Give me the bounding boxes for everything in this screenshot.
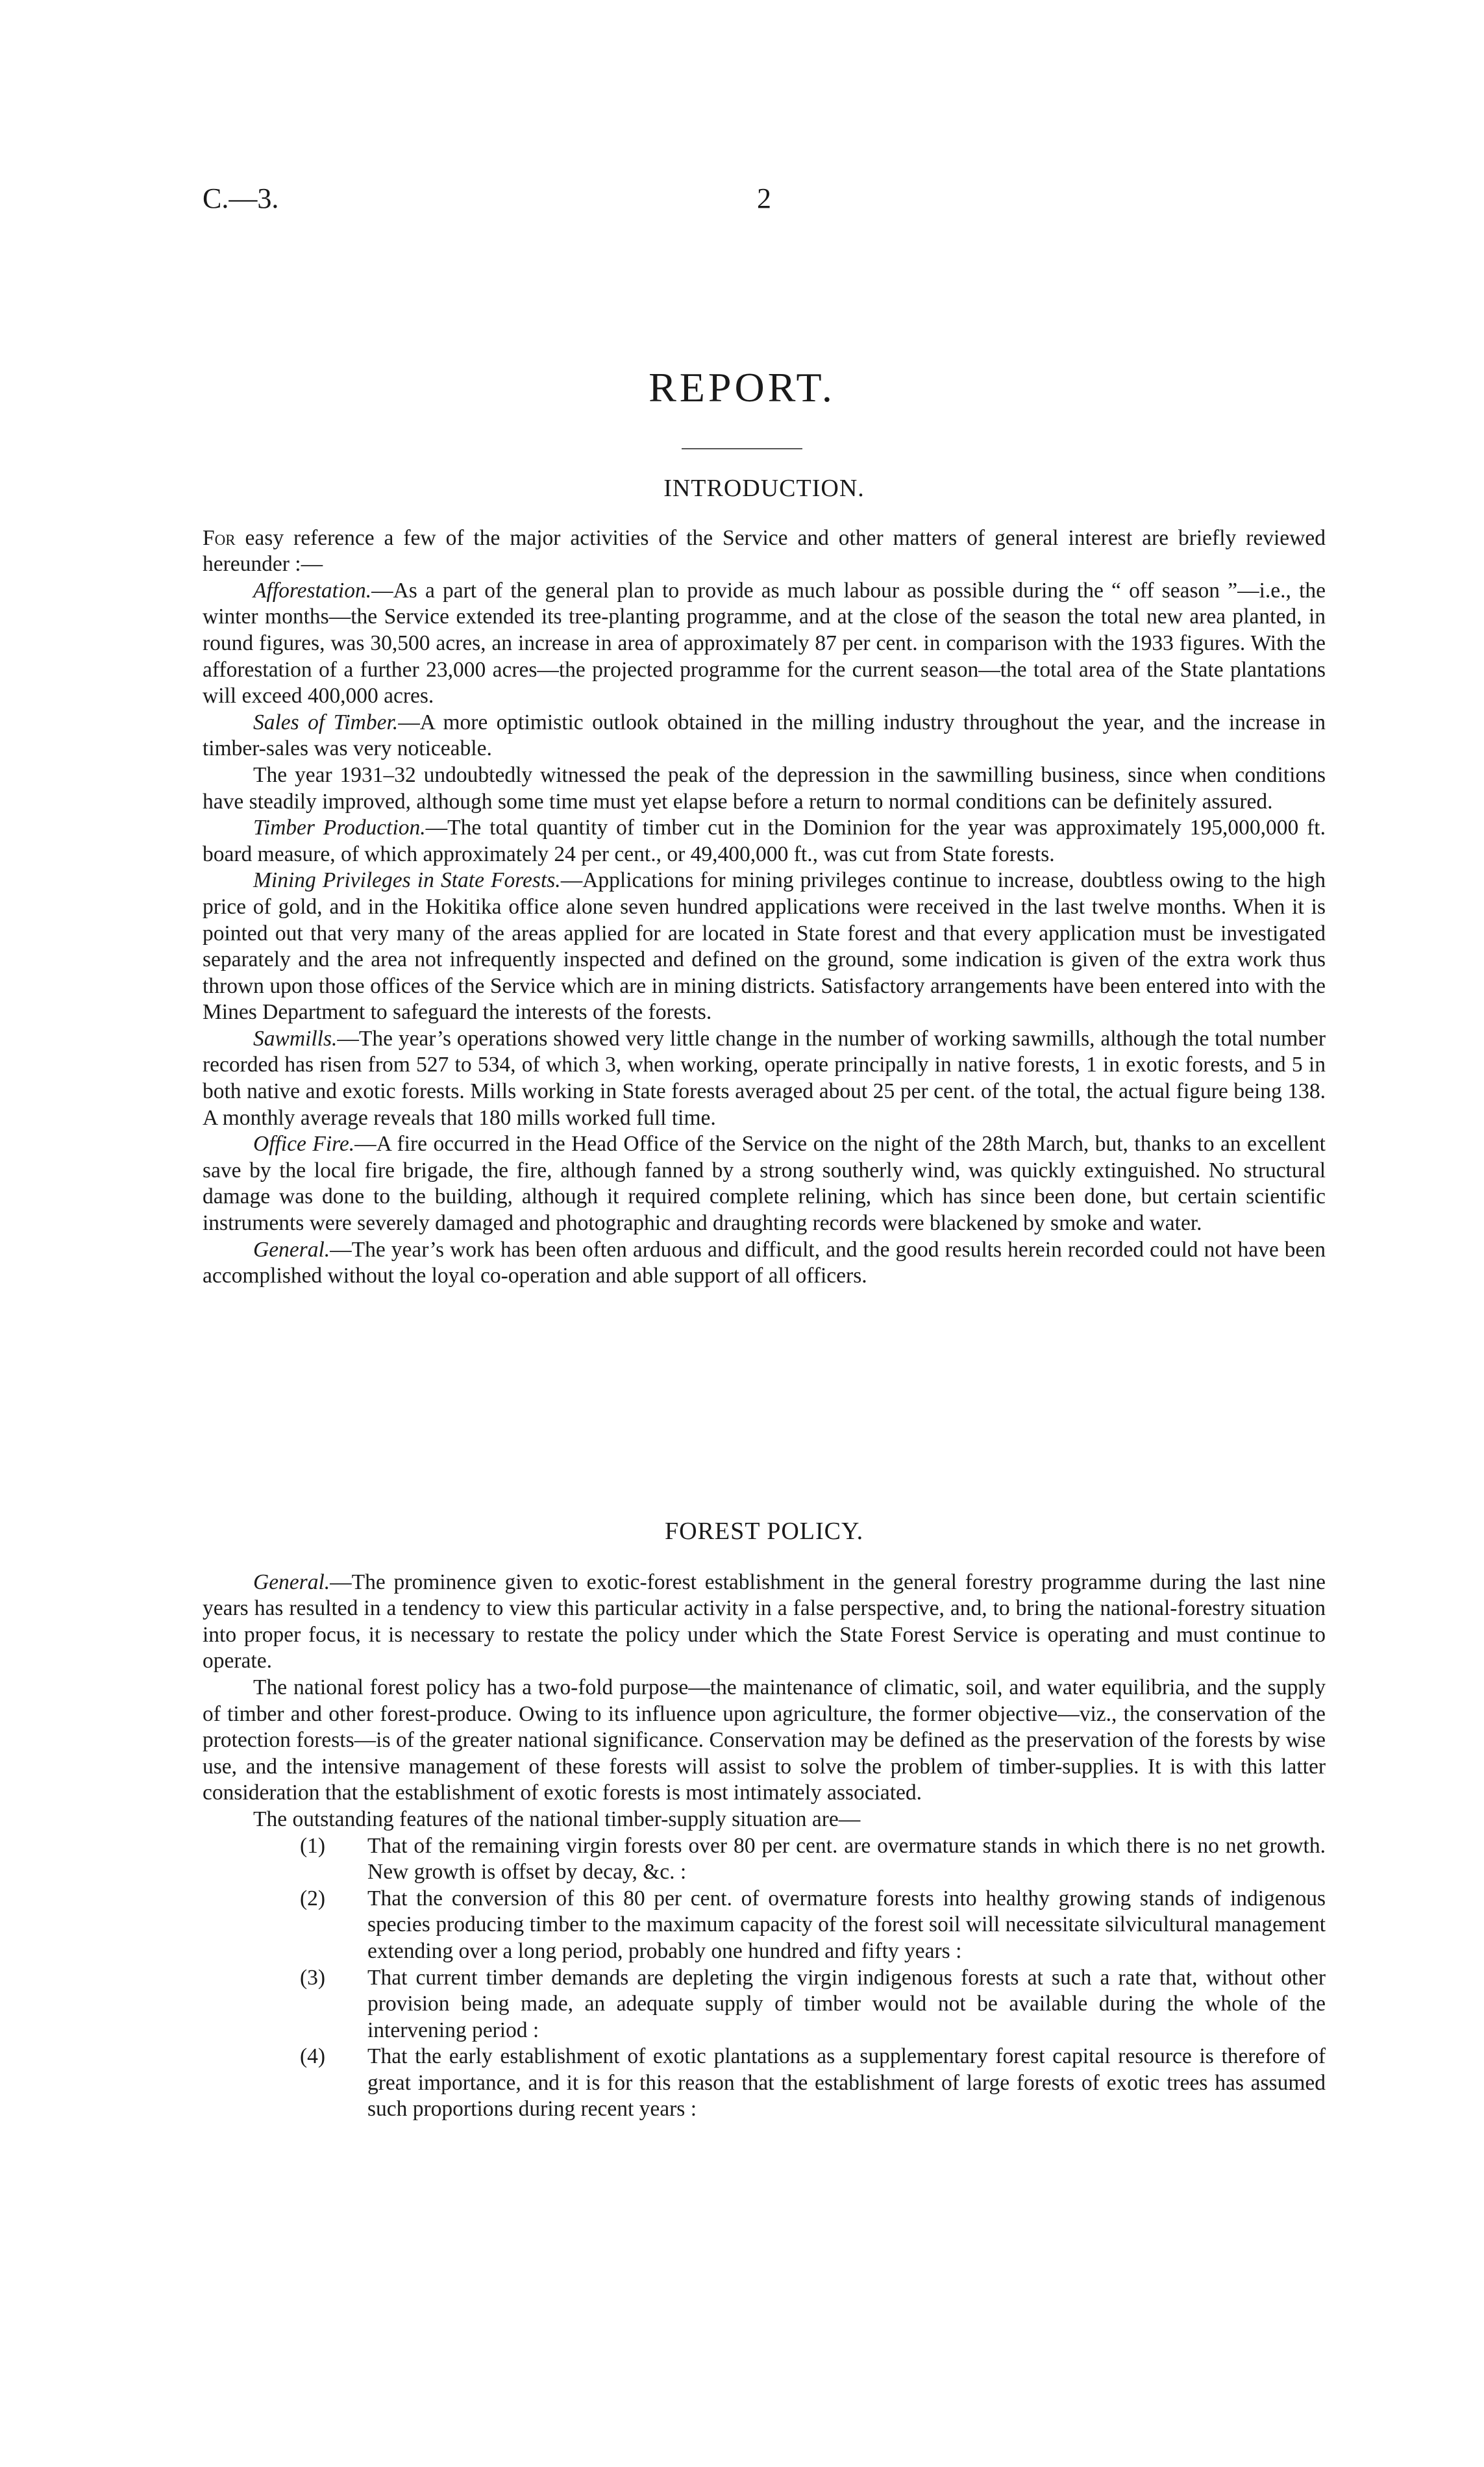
- forest-policy-heading: FOREST POLICY.: [664, 1518, 864, 1545]
- paragraph-text: —A more optimistic outlook obtained in the milling industry throughout the year, and the increase in timber-sales was very noticeable.: [203, 710, 1326, 761]
- features-list: [300, 1833, 1326, 2123]
- lead-word: For: [203, 525, 236, 550]
- list-item: [300, 1886, 1326, 1965]
- paragraph-label: Office Fire.: [253, 1132, 355, 1157]
- document-code: C.—3.: [203, 182, 279, 214]
- paragraph-text: —The year’s work has been often arduous and difficult, and the good results herein recorded could not have been accomplished without the loyal co-operation and able support of all officers.: [203, 1237, 1326, 1288]
- list-item-number: (1): [300, 1833, 326, 1858]
- page-number: 2: [757, 182, 771, 214]
- list-item-number: (2): [300, 1886, 326, 1910]
- list-item-text: That current timber demands are depleting the virgin indigenous forests at such a rate that, without other provision being made, an adequate supply of timber would not be available during the whole of the intervening period :: [367, 1965, 1326, 2042]
- paragraph-policy-purpose: [203, 1675, 1326, 1807]
- paragraph-policy-general: [203, 1570, 1326, 1675]
- paragraph-sawmills: [203, 1026, 1326, 1131]
- list-item-number: (4): [300, 2044, 326, 2069]
- introduction-heading: INTRODUCTION.: [663, 475, 865, 502]
- title-rule: [682, 448, 802, 449]
- list-item: [300, 1833, 1326, 1886]
- paragraph-depression: [203, 762, 1326, 815]
- list-item-text: That of the remaining virgin forests over 80 per cent. are overmature stands in which there is no net growth. New growth is offset by decay, &c. :: [367, 1833, 1326, 1885]
- paragraph-text: —Applications for mining privileges continue to increase, doubtless owing to the high price of gold, and in the Hokitika office alone seven hundred applications were received in the last twelve months. When it is pointed out that very many of the areas applied for are located in State forest and that every application must be investigated separately and the area not infrequently inspected and defined on the ground, some indication is given of the extra work thus thrown upon those offices of the Service which are in mining districts. Satisfactory arrangements have been entered into with the Mines Department to safeguard the interests of the forests.: [203, 868, 1326, 1025]
- list-item-text: That the conversion of this 80 per cent. of overmature forests into healthy growing stands of indigenous species producing timber to the maximum capacity of the forest soil will necessitate silvicultural management extending over a long period, probably one hundred and fifty years :: [367, 1886, 1326, 1963]
- paragraph-text: The national forest policy has a two-fold purpose—the maintenance of climatic, soil, and water equilibria, and the supply of timber and other forest-produce. Owing to its influence upon agriculture, the former objective—viz., the conservation of the protection forests—is of the greater national significance. Conservation may be defined as the preservation of the forests by wise use, and the intensive management of these forests will assist to solve the problem of timber-supplies. It is with this latter consideration that the establishment of exotic forests is most intimately associated.: [203, 1675, 1326, 1805]
- paragraph-label: Afforestation.: [253, 578, 372, 603]
- paragraph-timber-production: [203, 815, 1326, 868]
- list-item-text: That the early establishment of exotic plantations as a supplementary forest capital resource is therefore of great importance, and it is for this reason that the establishment of large forests of exotic trees has assumed such proportions during recent years :: [367, 2044, 1326, 2122]
- paragraph-label: Timber Production.: [253, 816, 426, 840]
- paragraph-sales-of-timber: [203, 710, 1326, 762]
- paragraph-text: —A fire occurred in the Head Office of the Service on the night of the 28th March, but, thanks to an excellent save by the local fire brigade, the fire, although fanned by a strong southerly wind, was quickly extinguished. No structural damage was done to the building, although it required complete relining, which has since been done, but certain scientific instruments were severely damaged and photographic and draughting records were blackened by smoke and water.: [203, 1132, 1326, 1236]
- lead-text: easy reference a few of the major activities of the Service and other matters of general interest are briefly reviewed hereunder :—: [203, 525, 1326, 577]
- forest-policy-section: [203, 1518, 1326, 2123]
- list-item: [300, 2044, 1326, 2123]
- running-header: [203, 182, 1326, 227]
- paragraph-label: Sales of Timber.: [253, 710, 399, 734]
- paragraph-label: Sawmills.: [253, 1026, 338, 1051]
- paragraph-text: —The prominence given to exotic-forest establishment in the general forestry programme during the last nine years has resulted in a tendency to view this particular activity in a false perspective, and, to bring the national-forestry situation into proper focus, it is necessary to restate the policy under which the State Forest Service is operating and must continue to operate.: [203, 1570, 1326, 1673]
- paragraph-text: —As a part of the general plan to provide as much labour as possible during the “ off season ”—i.e., the winter months—the Service extended its tree-planting programme, and at the close of the season the total new area planted, in round figures, was 30,500 acres, an increase in area of approximately 87 per cent. in comparison with the 1933 figures. With the afforestation of a further 23,000 acres—the projected programme for the current season—the total area of the State plantations will exceed 400,000 acres.: [203, 578, 1326, 708]
- introduction-section: [203, 475, 1326, 1290]
- paragraph-text: The year 1931–32 undoubtedly witnessed the peak of the depression in the sawmilling business, since when conditions have steadily improved, although some time must yet elapse before a return to normal conditions can be definitely assured.: [203, 762, 1326, 814]
- paragraph-afforestation: [203, 578, 1326, 710]
- paragraph-label: General.: [253, 1237, 330, 1262]
- list-item-number: (3): [300, 1965, 326, 1990]
- introduction-lead-paragraph: [203, 525, 1326, 578]
- paragraph-label: Mining Privileges in State Forests.: [253, 868, 561, 893]
- paragraph-general: [203, 1237, 1326, 1290]
- list-item: [300, 1965, 1326, 2044]
- paragraph-label: General.: [253, 1570, 330, 1594]
- paragraph-text: The outstanding features of the national timber-supply situation are—: [253, 1807, 861, 1831]
- paragraph-text: —The year’s operations showed very little change in the number of working sawmills, although the total number recorded has risen from 527 to 534, of which 3, when working, operate principally in native forests, 1 in exotic forests, and 5 in both native and exotic forests. Mills working in State forests averaged about 25 per cent. of the total, the actual figure being 138. A monthly average reveals that 180 mills worked full time.: [203, 1026, 1326, 1130]
- report-title: REPORT.: [649, 364, 835, 410]
- paragraph-office-fire: [203, 1131, 1326, 1236]
- paragraph-text: —The total quantity of timber cut in the Dominion for the year was approximately 195,000,000 ft. board measure, of which approximately 24 per cent., or 49,400,000 ft., was cut from State forests.: [203, 816, 1326, 866]
- paragraph-policy-features-intro: [203, 1807, 1326, 1833]
- paragraph-mining-privileges: [203, 868, 1326, 1026]
